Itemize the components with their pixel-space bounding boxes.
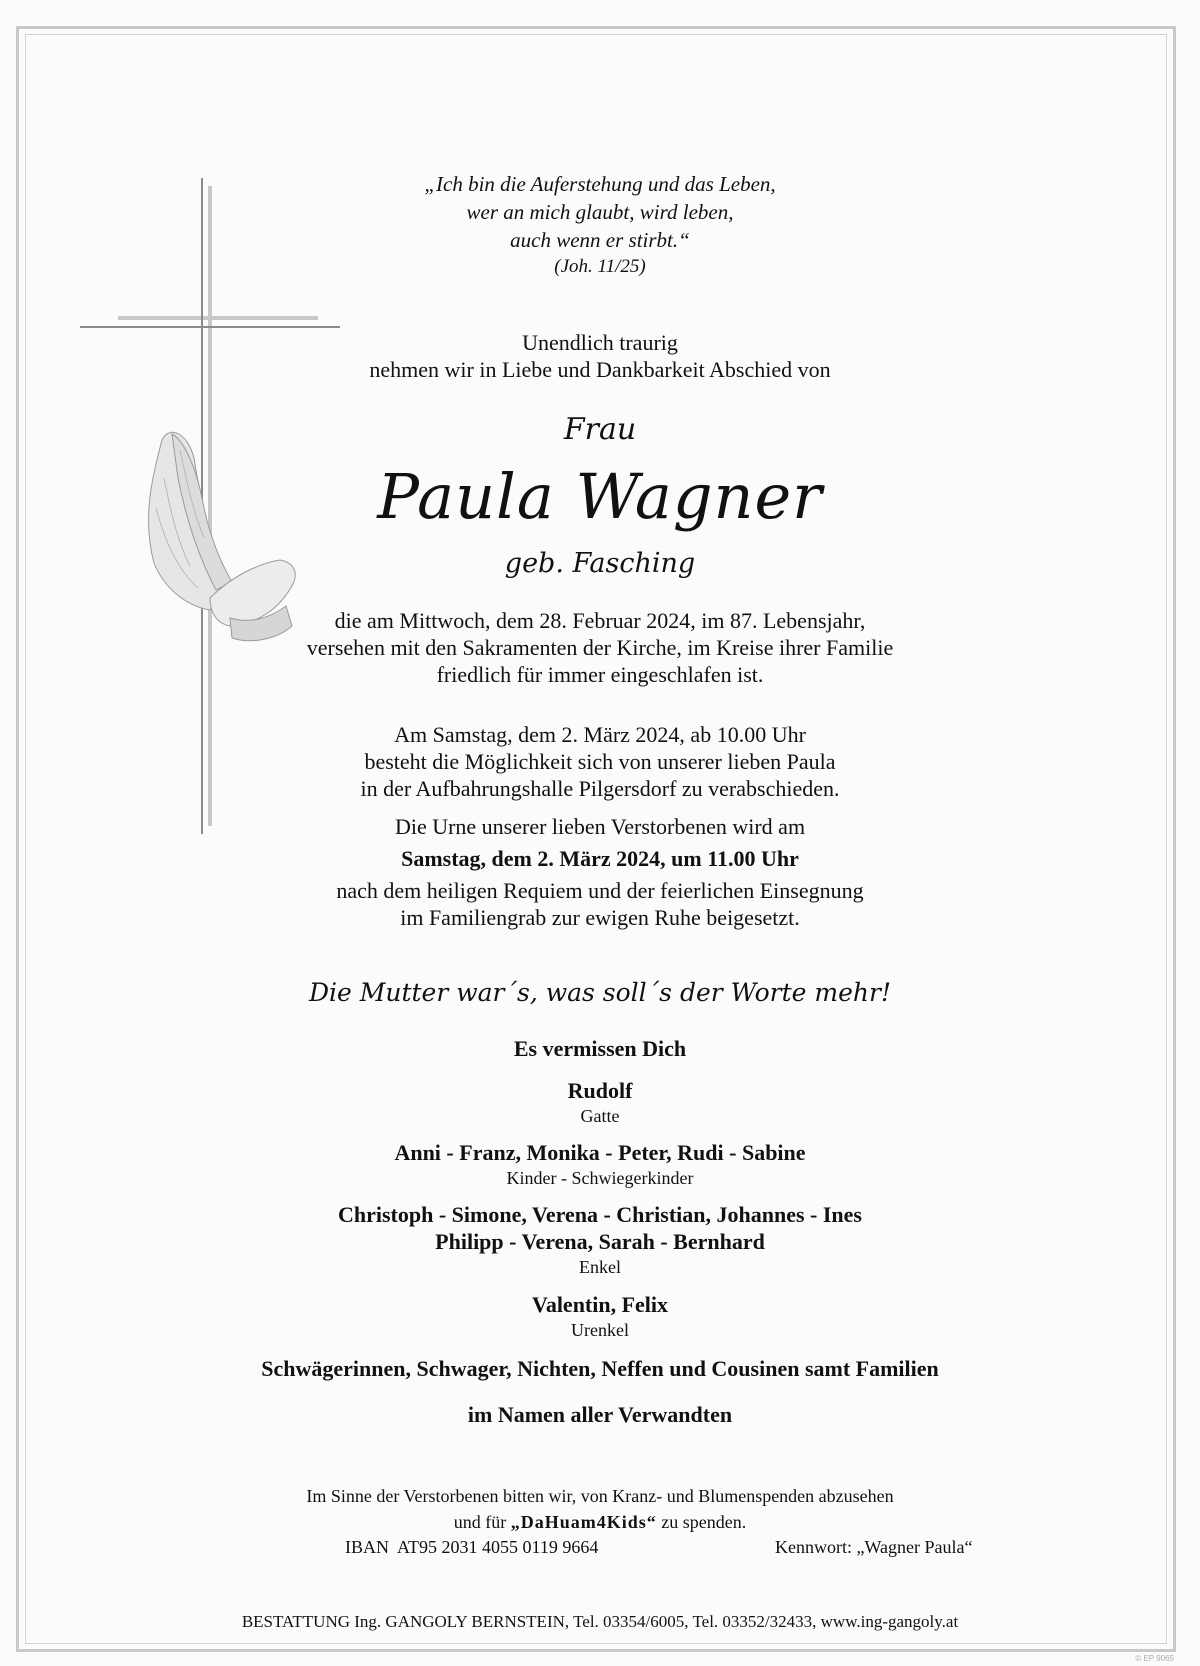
mourner-relation: Gatte	[580, 1106, 620, 1126]
donation-suffix: zu spenden.	[661, 1512, 747, 1532]
funeral-home-footer: BESTATTUNG Ing. GANGOLY BERNSTEIN, Tel. 03354/6005, Tel. 03352/32433, www.ing-gangoly.at	[241, 1612, 959, 1631]
death-notice-line-1: die am Mittwoch, dem 28. Februar 2024, im 87. Lebensjahr,	[334, 608, 866, 633]
mourner-names: Anni - Franz, Monika - Peter, Rudi - Sabine	[394, 1140, 806, 1165]
mourner-relation: Kinder - Schwiegerkinder	[506, 1168, 694, 1188]
mourners-heading: Es vermissen Dich	[513, 1036, 687, 1061]
mourner-relation: Urenkel	[571, 1320, 629, 1340]
document-code: © EP 9065	[1135, 1654, 1174, 1663]
salutation: Frau	[563, 412, 637, 447]
death-notice-line-2: versehen mit den Sakramenten der Kirche, im Kreise ihrer Familie	[306, 635, 894, 660]
mourner-names: Rudolf	[567, 1078, 633, 1103]
quote-line-3: auch wenn er stirbt.“	[510, 228, 690, 252]
donation-line-1: Im Sinne der Verstorbenen bitten wir, von Kranz- und Blumenspenden abzusehen	[306, 1486, 894, 1506]
death-notice-line-3: friedlich für immer eingeschlafen ist.	[436, 662, 764, 687]
mourner-names: Christoph - Simone, Verena - Christian, Johannes - Ines	[337, 1202, 862, 1227]
burial-line-3: nach dem heiligen Requiem und der feierlichen Einsegnung	[336, 878, 864, 903]
burial-line-4: im Familiengrab zur ewigen Ruhe beigesetzt.	[400, 905, 800, 930]
maiden-name: geb. Fasching	[504, 548, 696, 579]
donation-line-2	[0, 1512, 1200, 1533]
quote-reference: (Joh. 11/25)	[554, 256, 646, 277]
burial-date: Samstag, dem 2. März 2024, um 11.00 Uhr	[401, 846, 799, 871]
mourner-names: Valentin, Felix	[531, 1292, 669, 1317]
motto: Die Mutter war´s, was soll´s der Worte mehr!	[308, 978, 892, 1007]
mourner-names: Philipp - Verena, Sarah - Bernhard	[435, 1229, 765, 1254]
donation-keyword: Kennwort: „Wagner Paula“	[775, 1537, 973, 1557]
deceased-name: Paula Wagner	[377, 460, 823, 533]
quote-line-2: wer an mich glaubt, wird leben,	[466, 200, 734, 224]
mourner-relation: Enkel	[579, 1257, 621, 1277]
quote-line-1: „Ich bin die Auferstehung und das Leben,	[424, 172, 776, 196]
closing-line: im Namen aller Verwandten	[467, 1402, 733, 1427]
burial-line-1: Die Urne unserer lieben Verstorbenen wird am	[394, 814, 806, 839]
donation-organisation: „DaHuam4Kids“	[510, 1512, 657, 1532]
donation-prefix: und für	[453, 1512, 507, 1532]
intro-line-2: nehmen wir in Liebe und Dankbarkeit Abschied von	[369, 357, 831, 382]
iban: IBAN AT95 2031 4055 0119 9664	[345, 1537, 599, 1557]
viewing-line-2: besteht die Möglichkeit sich von unserer lieben Paula	[364, 749, 836, 774]
intro-line-1: Unendlich traurig	[522, 330, 678, 355]
viewing-line-1: Am Samstag, dem 2. März 2024, ab 10.00 Uhr	[394, 722, 806, 747]
viewing-line-3: in der Aufbahrungshalle Pilgersdorf zu verabschieden.	[360, 776, 840, 801]
extended-family: Schwägerinnen, Schwager, Nichten, Neffen und Cousinen samt Familien	[261, 1356, 939, 1381]
